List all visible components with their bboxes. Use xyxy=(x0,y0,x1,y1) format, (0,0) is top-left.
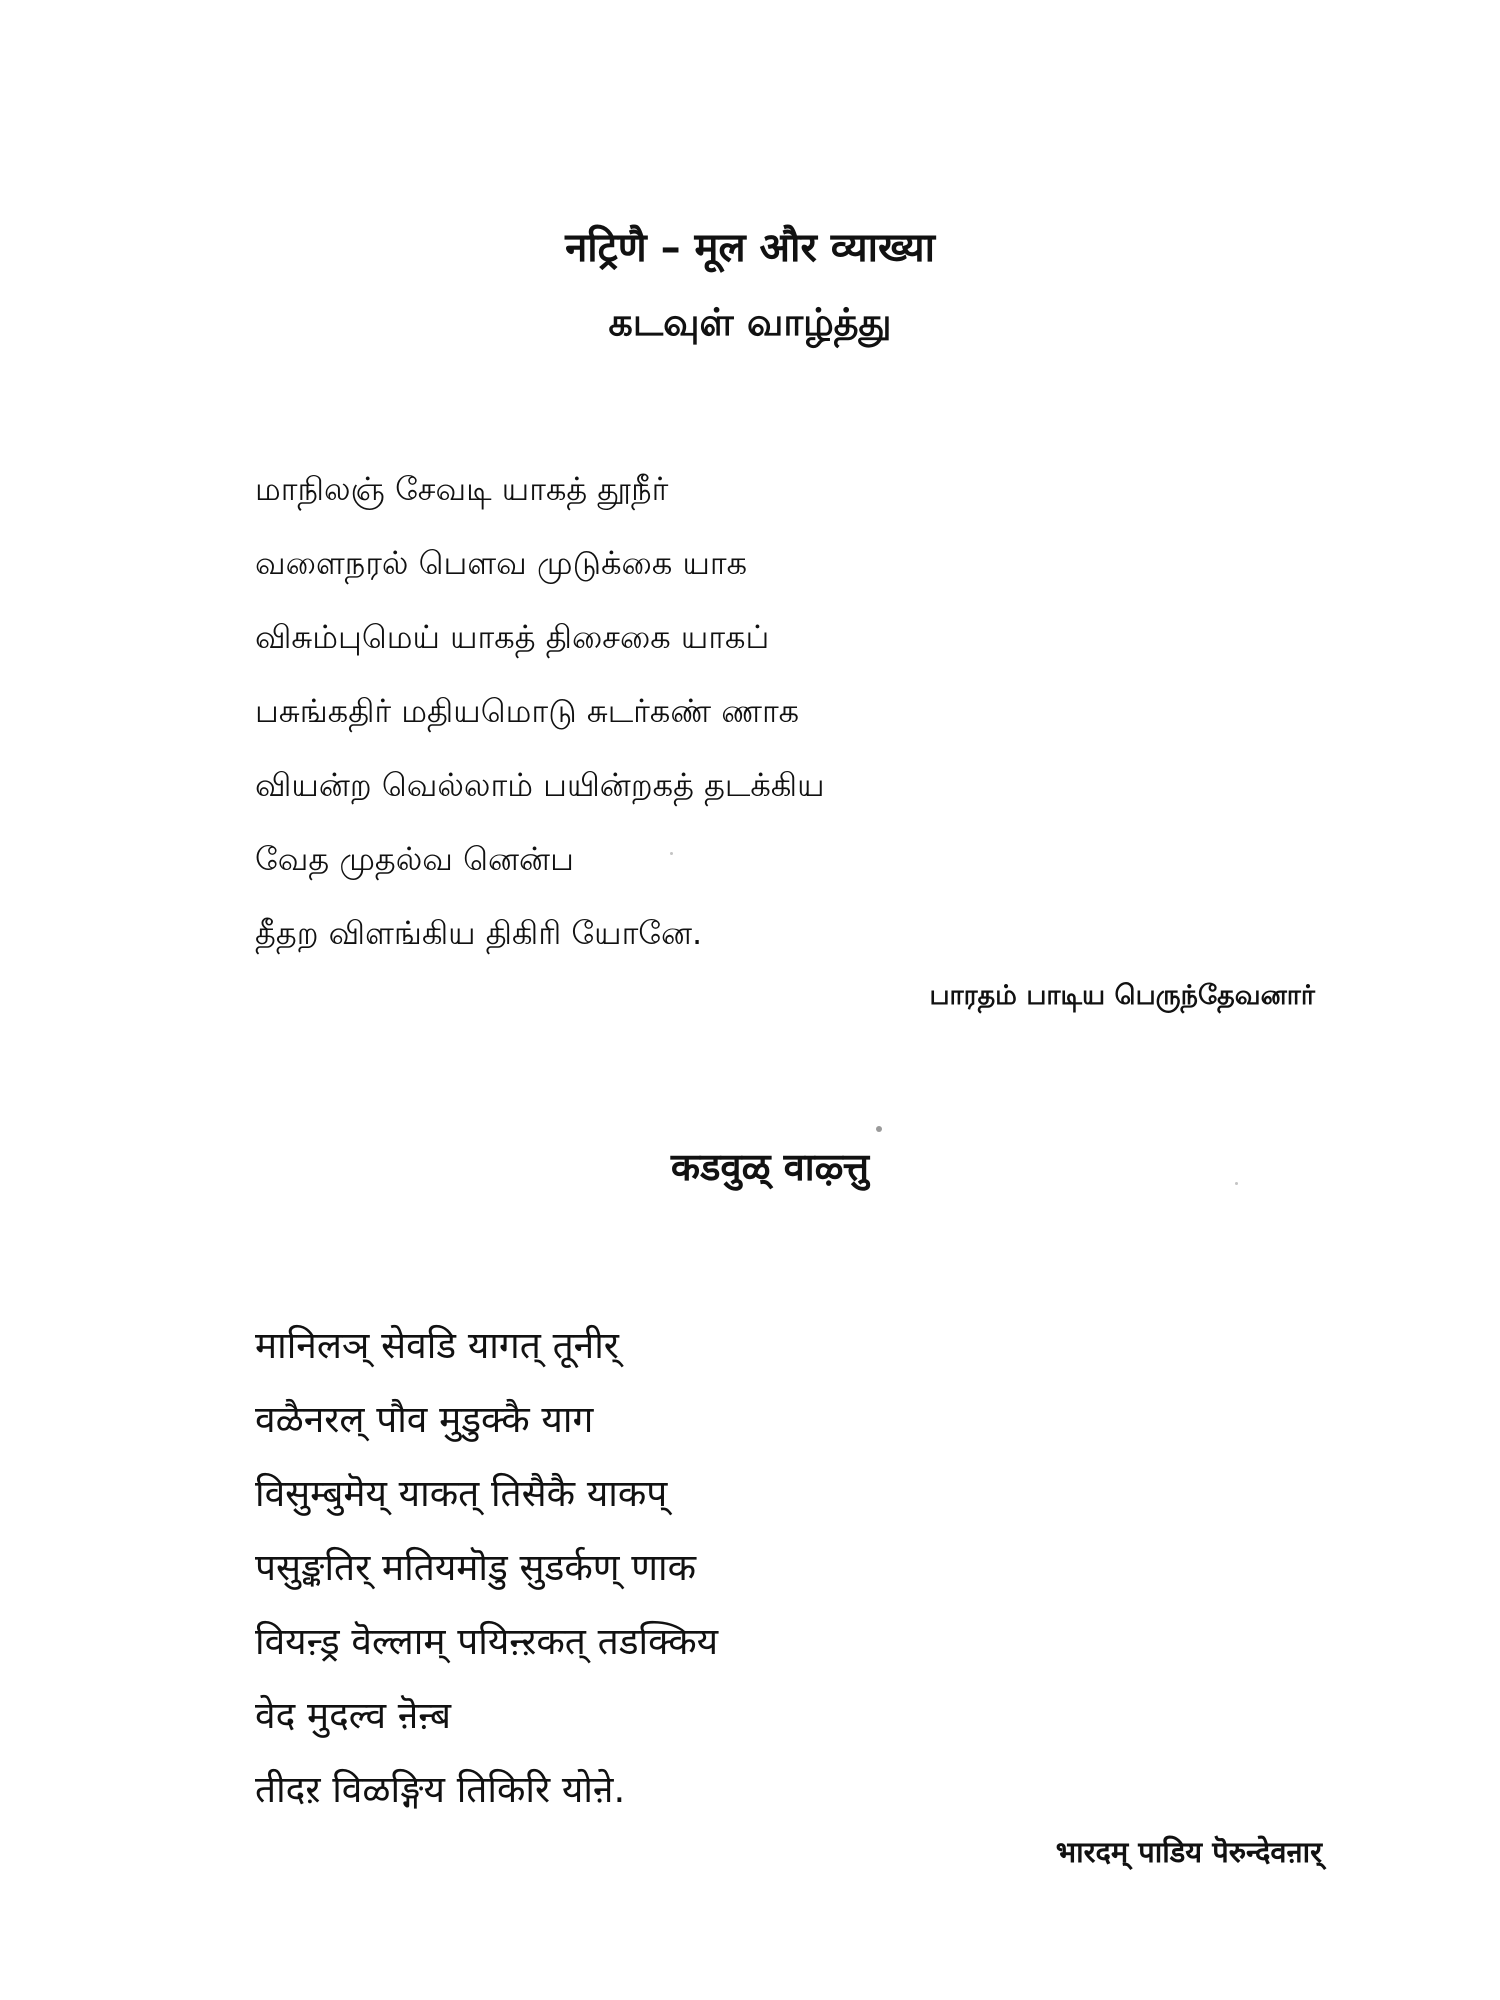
verse-line: வேத முதல்வ னென்ப xyxy=(255,840,574,878)
verse-line: विसुम्बुमॆय् याकत् तिसैकै याकप् xyxy=(255,1472,668,1515)
verse-line: तीदऱ विळङ्गिय तिकिरि योऩे. xyxy=(255,1768,626,1811)
scan-speck xyxy=(1235,1182,1238,1185)
verse-line: वेद मुदल्व ऩॆऩ्ब xyxy=(255,1694,452,1737)
author-attribution-tamil: பாரதம் பாடிய பெருந்தேவனார் xyxy=(929,980,1315,1011)
verse-line: वियऩ्ड्र वॆल्लाम् पयिऩ्ऱकत् तडक्किय xyxy=(255,1620,719,1663)
verse-line: வியன்ற வெல்லாம் பயின்றகத் தடக்கிய xyxy=(255,766,825,804)
verse-line: पसुङ्कतिर् मतियमॊडु सुडर्कण् णाक xyxy=(255,1546,697,1589)
verse-line: मानिलञ् सेवडि यागत् तूनीर् xyxy=(255,1324,619,1367)
verse-line: वळैनरल् पौव मुडुक्कै याग xyxy=(255,1398,594,1441)
author-attribution-devanagari: भारदम् पाडिय पॆरुन्देवऩार् xyxy=(1055,1835,1322,1869)
scan-speck xyxy=(876,1126,882,1132)
scan-speck xyxy=(670,852,673,855)
verse-line: தீதற விளங்கிய திகிரி யோனே. xyxy=(255,914,703,952)
verse-line: பசுங்கதிர் மதியமொடு சுடர்கண் ணாக xyxy=(255,692,800,730)
page-title-hindi: नट्रिणै – मूल और व्याख्या xyxy=(565,225,935,271)
section-title-devanagari: कडवुळ् वाऴ्त्तु xyxy=(670,1145,870,1189)
verse-line: விசும்புமெய் யாகத் திசைகை யாகப் xyxy=(255,618,770,656)
verse-line: மாநிலஞ் சேவடி யாகத் தூநீர் xyxy=(255,470,669,508)
verse-line: வளைநரல் பௌவ முடுக்கை யாக xyxy=(255,544,748,582)
section-title-tamil: கடவுள் வாழ்த்து xyxy=(608,300,892,344)
